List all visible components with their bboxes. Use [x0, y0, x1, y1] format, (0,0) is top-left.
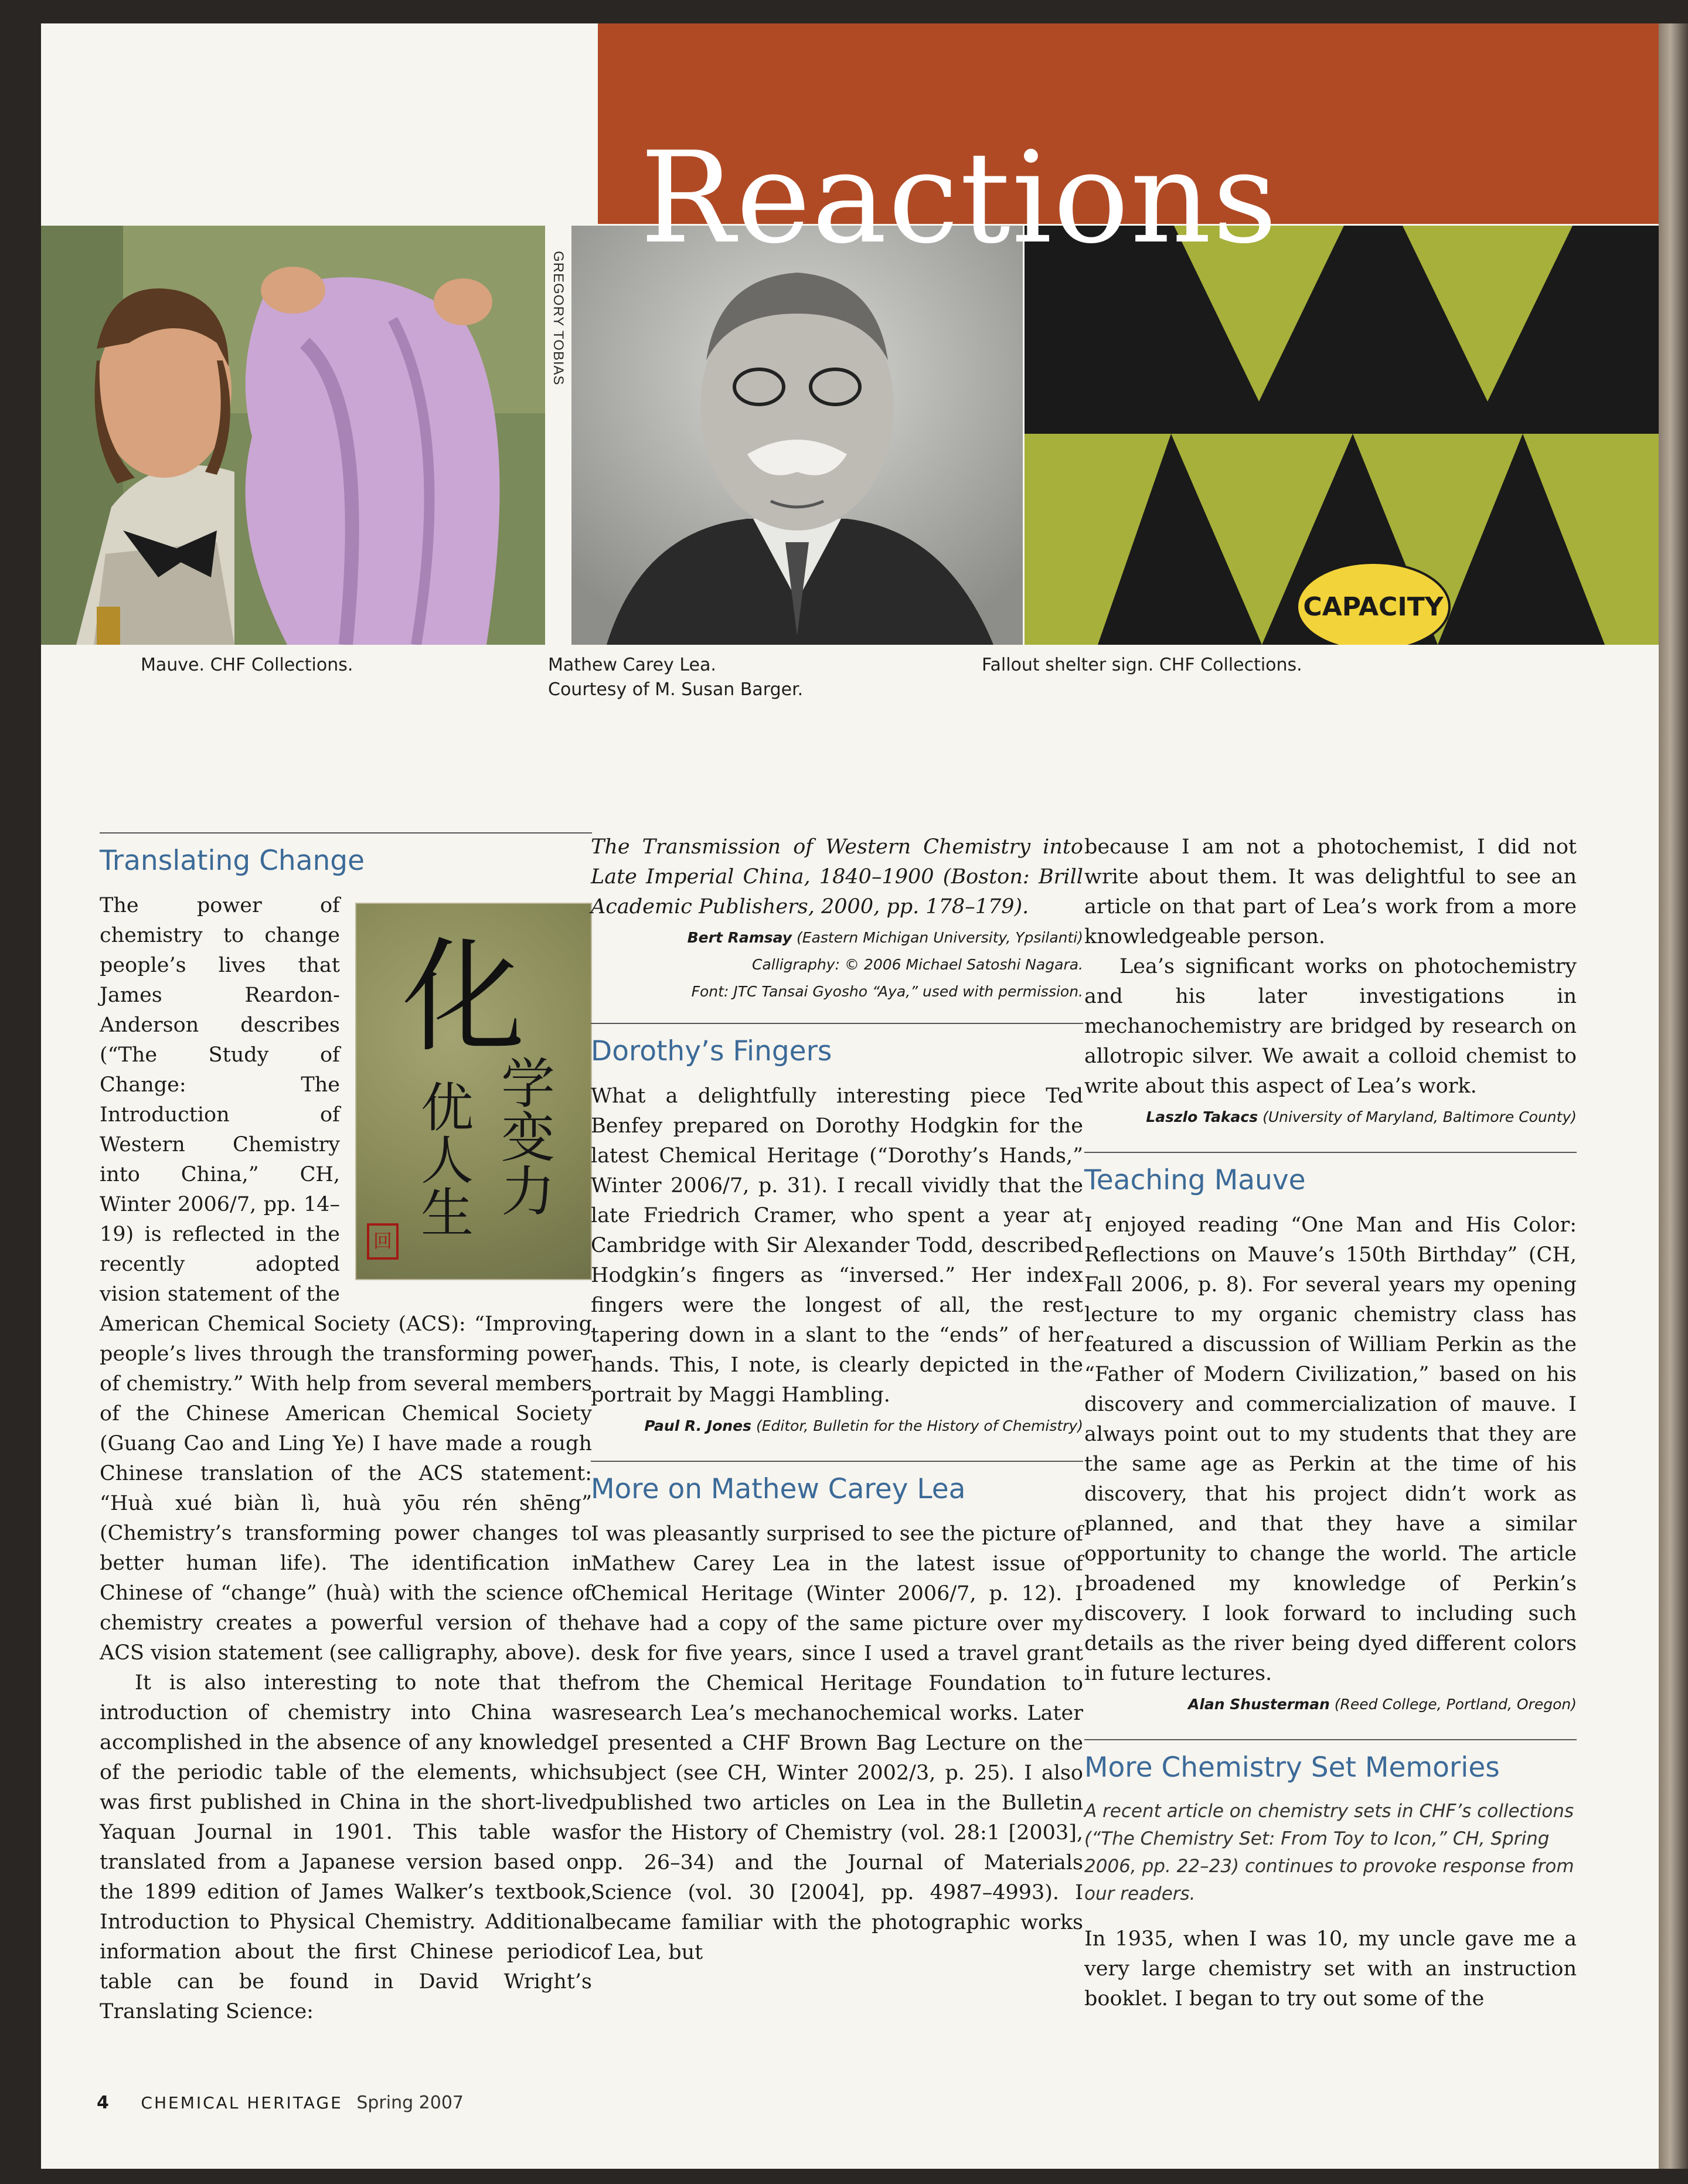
fallout-shelter-sign — [1025, 226, 1659, 645]
calligraphy-main-char: 化 — [402, 926, 526, 1069]
mauve-painting — [41, 226, 545, 645]
signature-affiliation: (Editor, Bulletin for the History of Chemistry) — [755, 1417, 1083, 1434]
divider — [591, 1461, 1083, 1462]
signature-name: Bert Ramsay — [687, 929, 792, 946]
photo-credit: GREGORY TOBIAS — [550, 251, 566, 386]
page-edge — [1659, 23, 1688, 2169]
signature-takacs — [1084, 1106, 1577, 1128]
mauve-paragraph-1: I enjoyed reading “One Man and His Color: Reflections on Mauve’s 150th Birthday” (CH, Fall 2006, p. 8). For several years my opening lecture to my organic chemistry class has featured a discussion of William Perkin as the “Father of Modern Civilization,” based on his discovery and commercialization of mauve. I always point out to my students that they are the same age as Perkin at the time of his discovery, that his project didn’t work as planned, and that they have a similar opportunity to change the world. The article broadened my knowledge of Perkin’s discovery. I look forward to including such details as the river being dyed different colors in future lectures. — [1084, 1213, 1577, 1685]
page-title: Reactions — [640, 124, 1279, 271]
signature-name: Paul R. Jones — [644, 1417, 752, 1434]
column-2 — [591, 832, 1083, 1968]
lea-paragraph-1-continued: because I am not a photochemist, I did not write about them. It was delightful to see an article on that part of Lea’s work from a more knowledgeable person. — [1084, 835, 1577, 948]
fallout-caption: Fallout shelter sign. CHF Collections. — [982, 655, 1302, 675]
divider — [591, 1023, 1083, 1024]
signature-affiliation: (University of Maryland, Baltimore County) — [1262, 1108, 1577, 1125]
divider — [100, 832, 592, 834]
dorothy-paragraph-1: What a delightfully interesting piece Ted Benfey prepared on Dorothy Hodgkin for the latest Chemical Heritage (“Dorothy’s Hands,” Winter 2006/7, p. 31). I recall vividly that the late Friedrich Cramer, who spent a year at Cambridge with Sir Alexander Todd, described Hodgkin’s fingers as “inversed.” Her index fingers were the longest of all, the rest tapering down in a slant to the “ends” of her hands. This, I note, is clearly depicted in the portrait by Maggi Hambling. — [591, 1084, 1083, 1407]
lea-paragraph-2: Lea’s significant works on photochemistry and his later investigations in mechanochemistry are bridged by research on allotropic silver. We await a colloid chemist to write about this aspect of Lea’s work. — [1084, 955, 1577, 1098]
translating-paragraph-3: The Transmission of Western Chemistry into Late Imperial China, 1840–1900 (Boston: Brill Academic Publishers, 2000, pp. 178–179). — [591, 835, 1083, 918]
magazine-name: CHEMICAL HERITAGE — [141, 2093, 343, 2112]
calligraphy-image — [355, 903, 592, 1280]
column-3 — [1084, 832, 1577, 2014]
signature-affiliation: (Eastern Michigan University, Ypsilanti) — [797, 929, 1083, 946]
translating-paragraph-1: The power of chemistry to change people’s lives that James Reardon-Anderson describes (“The Study of Change: The Introduction of Western Chemistry into China,” CH, Winter 2006/7, pp. 14–19) is reflected in the recently adopted vision statement of the American Chemical Society (ACS): “Improving people’s lives through the transforming power of chemistry.” With help from several members of the Chinese American Chemical Society (Guang Cao and Ling Ye) I have made a rough Chinese translation of the ACS statement: “Huà xué biàn lì, huà yōu rén shēng” (Chemistry’s transforming power changes to better human life). The identification in Chinese of “change” (huà) with the science of chemistry creates a powerful version of the ACS vision statement (see calligraphy, above). — [100, 894, 592, 1665]
calligraphy-column-right: 学变力 — [492, 1055, 555, 1217]
signature-shusterman — [1084, 1693, 1577, 1716]
signature-affiliation: (Reed College, Portland, Oregon) — [1334, 1696, 1577, 1713]
calligraphy-credit: Calligraphy: © 2006 Michael Satoshi Nagara. — [752, 956, 1083, 973]
lea-caption-line-2: Courtesy of M. Susan Barger. — [548, 679, 804, 700]
lea-paragraph-1: I was pleasantly surprised to see the picture of Mathew Carey Lea in the latest issue of Chemical Heritage (Winter 2006/7, p. 12). I have had a copy of the same picture over my desk for five years, since I used a travel grant from the Chemical Heritage Foundation to research Lea’s mechanochemical works. Later I presented a CHF Brown Bag Lecture on the subject (see CH, Winter 2002/3, p. 25). I also published two articles on Lea in the Bulletin for the History of Chemistry (vol. 28:1 [2003], pp. 26–34) and the Journal of Materials Science (vol. 30 [2004], pp. 4987–4993). I became familiar with the photographic works of Lea, but — [591, 1522, 1083, 1964]
divider — [1084, 1739, 1577, 1740]
heading-translating-change: Translating Change — [100, 845, 365, 877]
calligraphy-column-left: 优人生 — [411, 1080, 473, 1238]
lea-caption — [548, 653, 803, 702]
column-1 — [100, 832, 592, 2027]
translating-paragraph-2: It is also interesting to note that the introduction of chemistry into China was accomplished in the absence of any knowledge of the periodic table of the elements, which was first published in China in the short-lived Yaquan Journal in 1901. This table was translated from a Japanese version based on the 1899 edition of James Walker’s textbook, Introduction to Physical Chemistry. Additional information about the first Chinese periodic table can be found in David Wright’s Translating Science: — [100, 1671, 592, 2023]
page-number: 4 — [97, 2093, 109, 2113]
font-credit: Font: JTC Tansai Gyosho “Aya,” used with permission. — [691, 983, 1083, 1000]
chemset-intro: A recent article on chemistry sets in CHF’s collections (“The Chemistry Set: From Toy to Icon,” CH, Spring 2006, pp. 22–23) continues to provoke response from our readers. — [1084, 1801, 1574, 1904]
heading-teaching-mauve: Teaching Mauve — [1084, 1164, 1306, 1196]
lea-portrait — [571, 226, 1023, 645]
heading-mathew-carey-lea: More on Mathew Carey Lea — [591, 1473, 966, 1505]
capacity-label: CAPACITY — [1303, 592, 1444, 622]
issue-date: Spring 2007 — [356, 2093, 464, 2113]
signature-name: Laszlo Takacs — [1146, 1108, 1258, 1125]
chemset-paragraph-1: In 1935, when I was 10, my uncle gave me a very large chemistry set with an instruction booklet. I began to try out some of the — [1084, 1927, 1577, 2010]
page-footer — [97, 2093, 464, 2113]
signature-ramsay — [591, 927, 1083, 949]
divider — [1084, 1152, 1577, 1153]
mauve-caption: Mauve. CHF Collections. — [141, 655, 353, 675]
heading-dorothys-fingers: Dorothy’s Fingers — [591, 1035, 832, 1067]
red-seal-stamp: 回 — [367, 1223, 399, 1260]
heading-chemistry-set-memories: More Chemistry Set Memories — [1084, 1751, 1500, 1784]
signature-jones — [591, 1415, 1083, 1437]
signature-name: Alan Shusterman — [1188, 1696, 1330, 1713]
lea-caption-line-1: Mathew Carey Lea. — [548, 655, 716, 675]
